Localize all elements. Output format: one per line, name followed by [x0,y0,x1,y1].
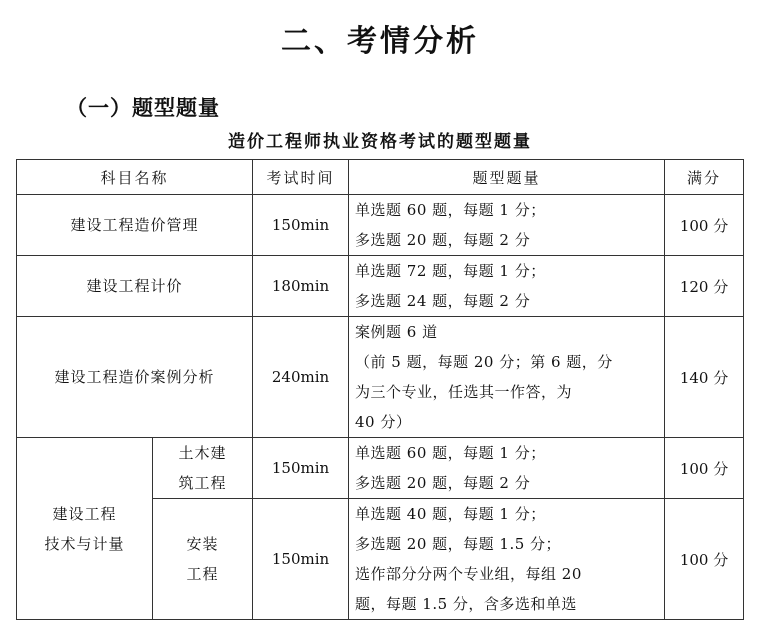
header-questions: 题型题量 [349,160,665,195]
score-cell: 100 分 [665,438,744,499]
group-subject-line: 建设工程 [52,504,117,523]
questions-cell [349,256,665,317]
time-cell: 180min [253,256,349,317]
question-line: 多选题 20 题，每题 2 分 [355,474,531,492]
question-line: 多选题 24 题，每题 2 分 [355,292,531,310]
specialty-cell [153,438,253,499]
exam-table [16,159,744,620]
question-line: 选作部分分两个专业组，每组 20 [355,565,582,583]
header-time: 考试时间 [253,160,349,195]
subject-cell: 建设工程造价案例分析 [17,317,253,438]
table-header-row [17,160,744,195]
specialty-line: 土木建 [178,444,227,462]
header-score: 满分 [665,160,744,195]
specialty-line: 工程 [186,565,219,583]
group-subject-cell [17,438,153,620]
section-title: （一）题型题量 [66,96,220,120]
question-line: 单选题 72 题，每题 1 分； [355,262,546,280]
question-line: 题，每题 1.5 分，含多选和单选 [355,595,577,613]
specialty-cell [153,499,253,620]
specialty-line: 筑工程 [178,474,227,492]
time-cell: 150min [253,438,349,499]
table-row [17,256,744,317]
questions-cell [349,438,665,499]
main-title: 二、考情分析 [281,24,479,59]
question-line: （前 5 题，每题 20 分；第 6 题，分 [355,353,613,371]
score-cell: 140 分 [665,317,744,438]
header-subject: 科目名称 [17,160,253,195]
question-line: 为三个专业，任选其一作答，为 [355,383,573,401]
time-cell: 150min [253,499,349,620]
score-cell: 120 分 [665,256,744,317]
table-row [17,438,744,499]
questions-cell [349,499,665,620]
group-subject-line: 技术与计量 [44,534,125,553]
score-cell: 100 分 [665,499,744,620]
question-line: 单选题 40 题，每题 1 分； [355,505,546,523]
questions-cell [349,195,665,256]
time-cell: 240min [253,317,349,438]
question-line: 多选题 20 题，每题 1.5 分； [355,535,562,553]
time-cell: 150min [253,195,349,256]
questions-cell [349,317,665,438]
subject-cell: 建设工程造价管理 [17,195,253,256]
question-line: 单选题 60 题，每题 1 分； [355,201,546,219]
table-row [17,195,744,256]
specialty-line: 安装 [186,535,219,553]
question-line: 40 分） [355,413,412,431]
question-line: 多选题 20 题，每题 2 分 [355,231,531,249]
question-line: 案例题 6 道 [355,323,438,341]
subject-cell: 建设工程计价 [17,256,253,317]
question-line: 单选题 60 题，每题 1 分； [355,444,546,462]
score-cell: 100 分 [665,195,744,256]
table-caption: 造价工程师执业资格考试的题型题量 [228,132,532,152]
table-row [17,317,744,438]
